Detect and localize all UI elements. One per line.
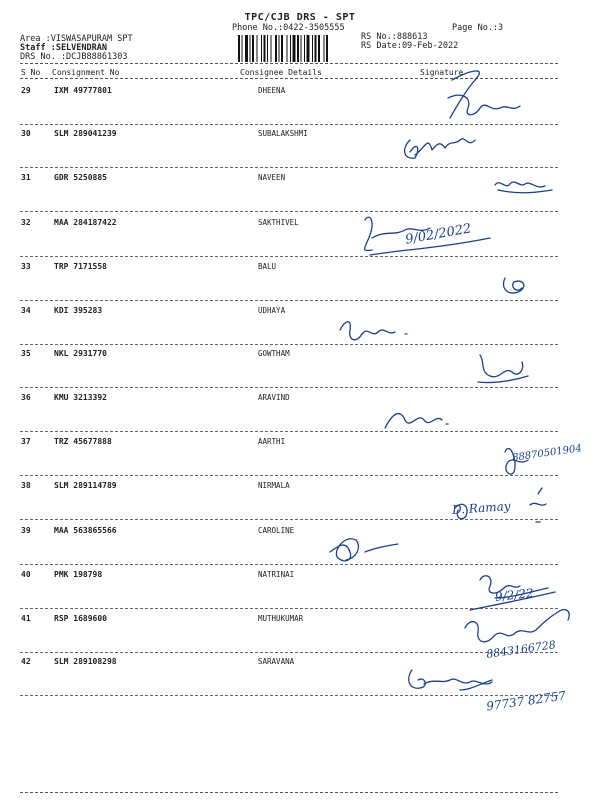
sheet-title: TPC/CJB DRS - SPT <box>244 12 356 23</box>
handwritten-note-aarthi: 88870501904 <box>511 443 583 464</box>
table-row <box>0 526 600 570</box>
row-sno: 34 <box>21 306 31 315</box>
footer-divider <box>20 792 558 793</box>
row-divider <box>20 211 558 212</box>
row-consignment: TRP 7171558 <box>54 262 107 271</box>
table-row <box>0 393 600 437</box>
row-sno: 37 <box>21 437 31 446</box>
row-consignee: BALU <box>258 262 277 271</box>
phone-number: Phone No.:0422-3505555 <box>232 23 345 33</box>
rs-date: RS Date:09-Feb-2022 <box>361 41 459 51</box>
row-divider <box>20 695 558 696</box>
row-divider <box>20 564 558 565</box>
row-consignment: RSP 1689600 <box>54 614 107 623</box>
row-divider <box>20 344 558 345</box>
table-row <box>0 173 600 217</box>
column-header-signature: Signature <box>420 68 464 77</box>
handwritten-note-sakthivel-date: 9/02/2022 <box>404 221 473 248</box>
row-sno: 33 <box>21 262 31 271</box>
staff-label: Staff :SELVENDRAN <box>20 43 107 53</box>
row-sno: 35 <box>21 349 31 358</box>
row-consignment: SLM 289114789 <box>54 481 117 490</box>
page-number: Page No.:3 <box>452 23 504 33</box>
row-sno: 36 <box>21 393 31 402</box>
row-consignee: AARTHI <box>258 437 286 446</box>
barcode-image <box>238 35 354 62</box>
handwritten-note-muthukumar-phone: 8843166728 <box>485 638 557 661</box>
row-consignee: NAVEEN <box>258 173 286 182</box>
table-row <box>0 349 600 393</box>
row-consignment: IXM 49777801 <box>54 86 112 95</box>
row-consignee: SARAVANA <box>258 657 295 666</box>
row-consignment: TRZ 45677888 <box>54 437 112 446</box>
row-consignee: MUTHUKUMAR <box>258 614 304 623</box>
row-divider <box>20 167 558 168</box>
row-sno: 32 <box>21 218 31 227</box>
row-consignee: SUBALAKSHMI <box>258 129 308 138</box>
column-header-consignment: Consignment No <box>52 68 120 77</box>
table-row <box>0 437 600 481</box>
row-divider <box>20 387 558 388</box>
row-consignment: KMU 3213392 <box>54 393 107 402</box>
table-row <box>0 86 600 130</box>
row-consignment: KDI 395283 <box>54 306 103 315</box>
row-sno: 40 <box>21 570 31 579</box>
table-row <box>0 218 600 262</box>
row-divider <box>20 475 558 476</box>
header-divider-top <box>20 63 558 64</box>
row-divider <box>20 652 558 653</box>
column-header-consignee: Consignee Details <box>240 68 322 77</box>
row-consignment: MAA 284187422 <box>54 218 117 227</box>
row-consignee: DHEENA <box>258 86 286 95</box>
row-sno: 29 <box>21 86 31 95</box>
handwritten-note-nirmala: D. Ramay <box>451 498 512 518</box>
table-row <box>0 657 600 701</box>
row-sno: 30 <box>21 129 31 138</box>
row-divider <box>20 431 558 432</box>
header-divider-bottom <box>20 78 558 79</box>
row-consignment: NKL 2931770 <box>54 349 107 358</box>
row-consignment: SLM 289041239 <box>54 129 117 138</box>
column-header-sno: S No <box>21 68 41 77</box>
row-consignee: GOWTHAM <box>258 349 290 358</box>
row-consignment: GDR 5250885 <box>54 173 107 182</box>
row-consignee: NIRMALA <box>258 481 290 490</box>
row-sno: 42 <box>21 657 31 666</box>
row-sno: 39 <box>21 526 31 535</box>
row-consignee: SAKTHIVEL <box>258 218 299 227</box>
row-divider <box>20 256 558 257</box>
row-sno: 41 <box>21 614 31 623</box>
handwritten-note-saravana-phone: 97737 82757 <box>485 688 567 714</box>
table-row <box>0 262 600 306</box>
table-row <box>0 129 600 173</box>
row-divider <box>20 608 558 609</box>
row-divider <box>20 300 558 301</box>
row-sno: 38 <box>21 481 31 490</box>
area-label: Area :VISWASAPURAM SPT <box>20 34 133 44</box>
row-consignee: CAROLINE <box>258 526 295 535</box>
row-consignment: PMK 198798 <box>54 570 103 579</box>
row-sno: 31 <box>21 173 31 182</box>
rs-number: RS No.:888613 <box>361 32 428 42</box>
row-consignee: UDHAYA <box>258 306 286 315</box>
row-divider <box>20 519 558 520</box>
row-consignee: NATRINAI <box>258 570 295 579</box>
row-consignment: SLM 289108298 <box>54 657 117 666</box>
drs-number: DRS No. :DCJB88861303 <box>20 52 128 62</box>
handwritten-note-natrinai-date: 9/2/22 <box>494 586 535 604</box>
row-consignment: MAA 563865566 <box>54 526 117 535</box>
table-row <box>0 306 600 350</box>
row-consignee: ARAVIND <box>258 393 290 402</box>
row-divider <box>20 124 558 125</box>
